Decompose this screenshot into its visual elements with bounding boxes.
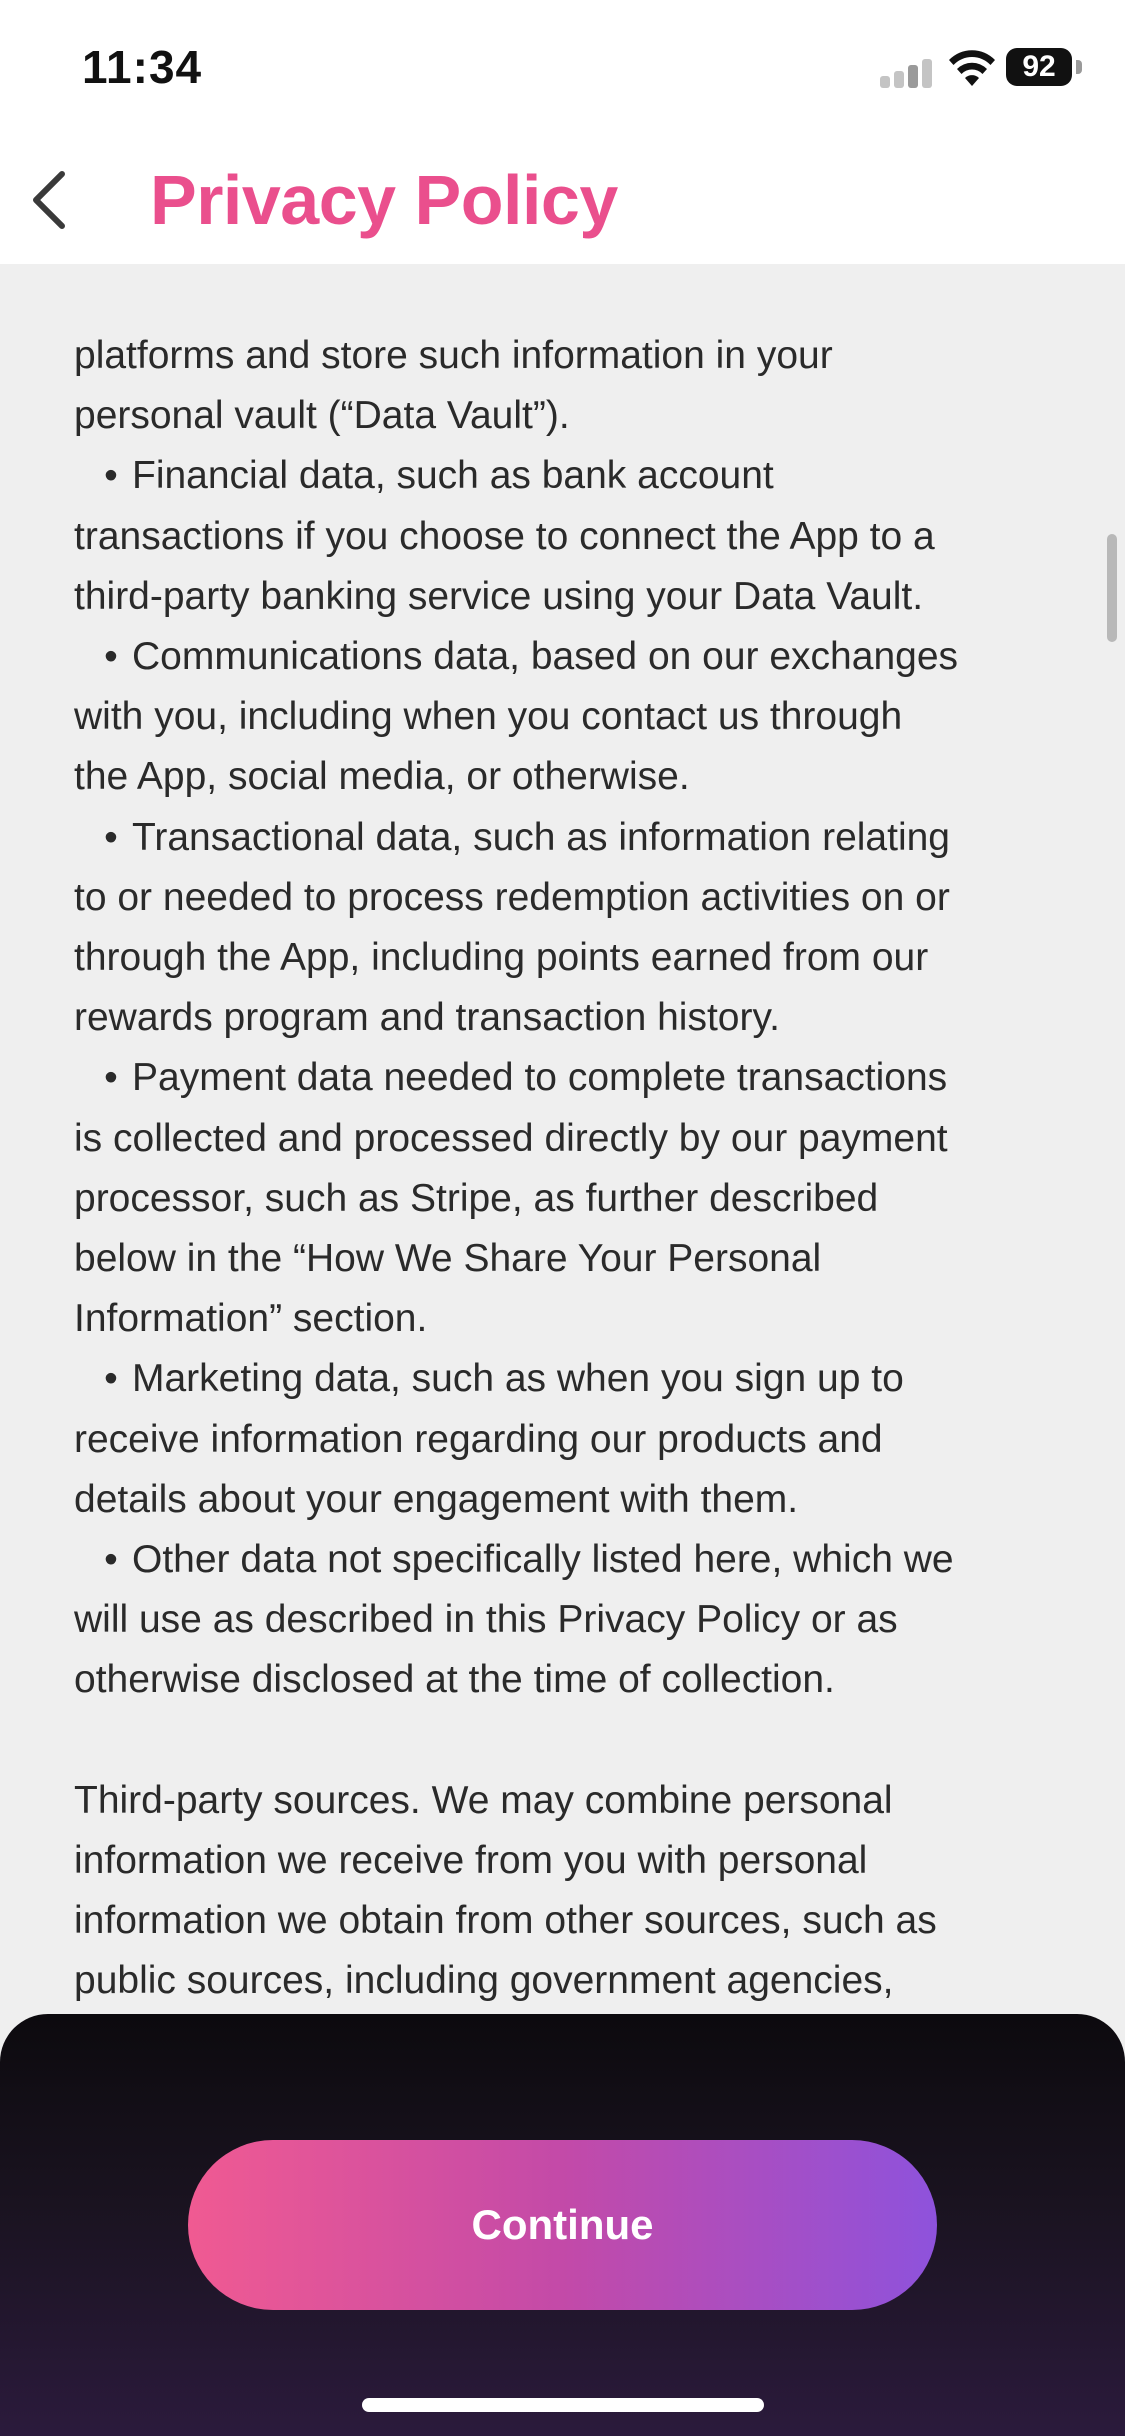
policy-content[interactable] bbox=[0, 264, 1125, 2014]
text-line: Third-party sources. We may combine personal bbox=[74, 1778, 893, 1822]
text-line: transactions if you choose to connect the App to a bbox=[74, 514, 935, 558]
text-line: public sources, including government agencies, bbox=[74, 1959, 894, 2003]
text-line: third-party banking service using your Data Vault. bbox=[74, 574, 924, 618]
text-line: the App, social media, or otherwise. bbox=[74, 755, 690, 799]
text-line: rewards program and transaction history. bbox=[74, 996, 780, 1040]
text-line: receive information regarding our products and bbox=[74, 1417, 883, 1461]
text-line: below in the “How We Share Your Personal bbox=[74, 1237, 822, 1281]
text-line: will use as described in this Privacy Policy or as bbox=[74, 1598, 898, 1642]
text-line: to or needed to process redemption activities on or bbox=[74, 875, 950, 919]
battery-cap bbox=[1076, 60, 1082, 74]
wifi-icon bbox=[948, 48, 996, 88]
text-line: information we obtain from other sources, such as bbox=[74, 1899, 937, 1943]
text-line: details about your engagement with them. bbox=[74, 1477, 799, 1521]
chevron-left-icon bbox=[14, 160, 94, 240]
continue-button[interactable]: Continue bbox=[188, 2140, 937, 2310]
back-button[interactable] bbox=[14, 160, 94, 240]
battery-icon bbox=[1006, 48, 1084, 88]
status-time: 11:34 bbox=[82, 41, 203, 93]
paragraph-gap bbox=[74, 1711, 1014, 1771]
text-line: Information” section. bbox=[74, 1297, 428, 1341]
bullet-line: • Communications data, based on our exchanges bbox=[74, 627, 1014, 687]
text-line: with you, including when you contact us through bbox=[74, 695, 903, 739]
battery-level: 92 bbox=[1006, 48, 1072, 86]
cellular-signal-icon bbox=[880, 58, 934, 88]
text-line: processor, such as Stripe, as further described bbox=[74, 1176, 879, 1220]
text-line: otherwise disclosed at the time of collection. bbox=[74, 1658, 835, 1702]
text-line: personal vault (“Data Vault”). bbox=[74, 394, 570, 438]
bullet-line: • Marketing data, such as when you sign up to bbox=[74, 1349, 1014, 1409]
bullet-line: • Other data not specifically listed here, which we bbox=[74, 1530, 1014, 1590]
bullet-line: • Payment data needed to complete transactions bbox=[74, 1048, 1014, 1108]
bullet-line: • Transactional data, such as information relating bbox=[74, 808, 1014, 868]
page-title: Privacy Policy bbox=[150, 161, 618, 239]
policy-text bbox=[74, 326, 1014, 2012]
text-line: information we receive from you with personal bbox=[74, 1839, 868, 1883]
text-line: is collected and processed directly by our payment bbox=[74, 1116, 948, 1160]
text-line: platforms and store such information in your bbox=[74, 334, 833, 377]
bottom-sheet bbox=[0, 2014, 1125, 2436]
nav-header bbox=[0, 140, 1125, 264]
home-indicator[interactable] bbox=[362, 2398, 764, 2412]
bullet-line: • Financial data, such as bank account bbox=[74, 446, 1014, 506]
text-line: through the App, including points earned from our bbox=[74, 936, 929, 980]
status-bar bbox=[0, 0, 1125, 140]
scroll-indicator[interactable] bbox=[1107, 534, 1117, 642]
